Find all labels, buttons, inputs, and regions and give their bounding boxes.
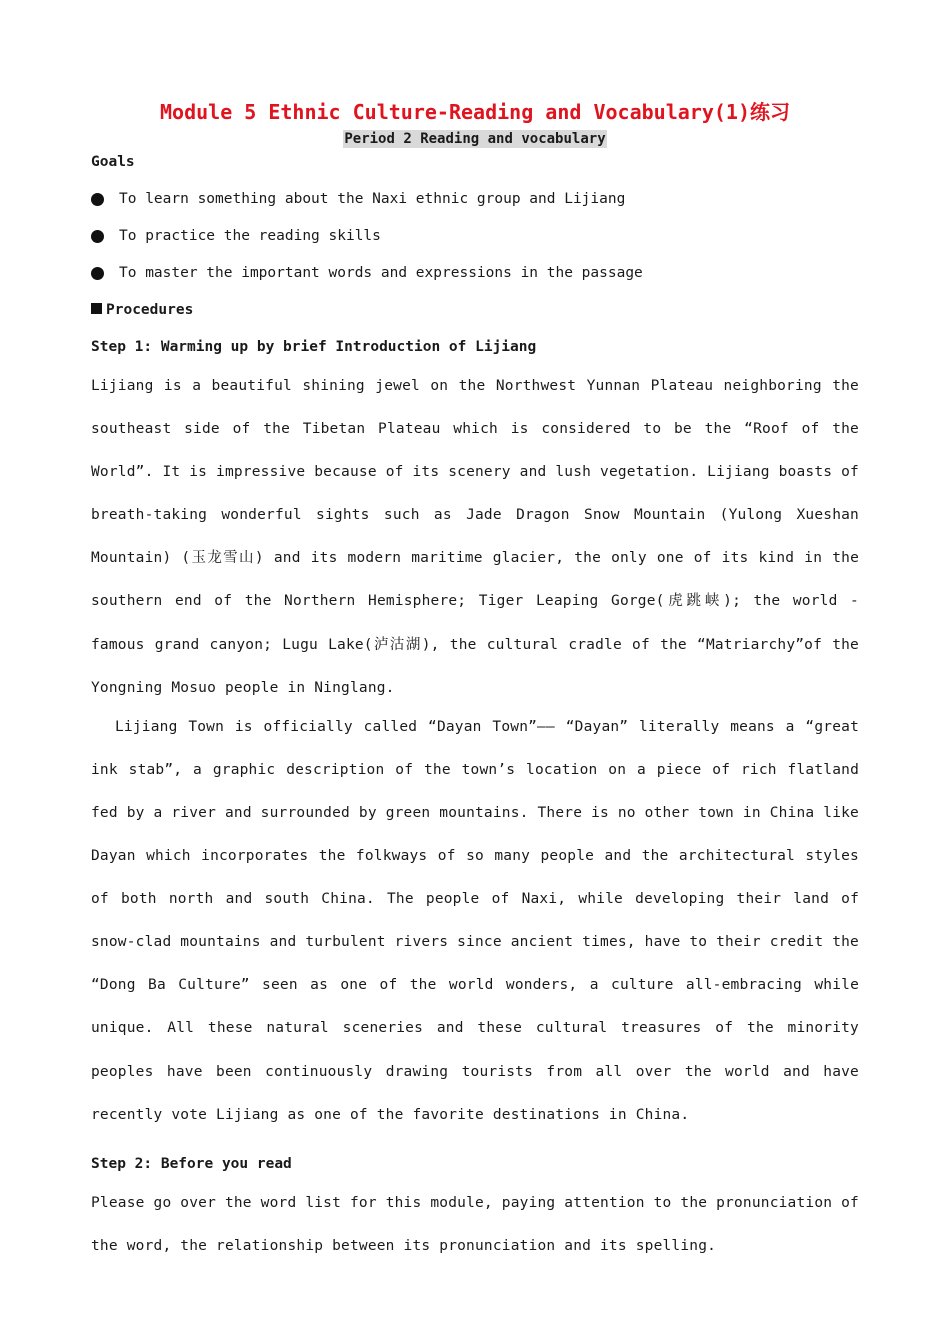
procedures-label: Procedures <box>106 302 194 318</box>
document-title: Module 5 Ethnic Culture-Reading and Vocabulary(1)练习 <box>159 100 790 124</box>
document-page <box>91 96 859 1268</box>
step1-paragraph-1: Lijiang is a beautiful shining jewel on the Northwest Yunnan Plateau neighboring the southeast side of the Tibetan Plateau which is considered to be the “Roof of the World”. It is impressive because of its scenery and lush vegetation. Lijiang boasts of breath-taking wonderful sights such as Jade Dragon Snow Mountain (Yulong Xueshan Mountain) (玉龙雪山) and its modern maritime glacier, the only one of its kind in the southern end of the Northern Hemisphere; Tiger Leaping Gorge(虎跳峡); the world - famous grand canyon; Lugu Lake(泸沽湖), the cultural cradle of the “Matriarchy”of the Yongning Mosuo people in Ninglang. <box>91 378 859 696</box>
procedures-heading <box>91 300 859 320</box>
bullet-icon <box>91 193 104 206</box>
step1-heading: Step 1: Warming up by brief Introduction of Lijiang <box>91 339 537 355</box>
goal-item <box>91 226 859 246</box>
goal-item <box>91 189 859 209</box>
bullet-icon <box>91 267 104 280</box>
subtitle-row <box>91 128 859 148</box>
document-subtitle: Period 2 Reading and vocabulary <box>344 131 606 147</box>
step2-heading: Step 2: Before you read <box>91 1155 292 1172</box>
goal-text: To master the important words and expressions in the passage <box>119 265 643 281</box>
goals-heading: Goals <box>91 154 135 170</box>
square-bullet-icon <box>91 303 102 314</box>
step1-paragraph-2: Lijiang Town is officially called “Dayan Town”—— “Dayan” literally means a “great ink stab”, a graphic description of the town’s location on a piece of rich flatland fed by a river and surrounded by green mountains. There is no other town in China like Dayan which incorporates the folkways of so many people and the architectural styles of both north and south China. The people of Naxi, while developing their land of snow-clad mountains and turbulent rivers since ancient times, have to their credit the “Dong Ba Culture” seen as one of the world wonders, a culture all-embracing while unique. All these natural sceneries and these cultural treasures of the minority peoples have been continuously drawing tourists from all over the world and have recently vote Lijiang as one of the favorite destinations in China. <box>91 718 859 1123</box>
goal-text: To learn something about the Naxi ethnic group and Lijiang <box>119 191 626 207</box>
step2-paragraph: Please go over the word list for this module, paying attention to the pronunciation of the word, the relationship between its pronunciation and its spelling. <box>91 1194 859 1254</box>
goal-text: To practice the reading skills <box>119 228 381 244</box>
goal-item <box>91 263 859 283</box>
bullet-icon <box>91 230 104 243</box>
